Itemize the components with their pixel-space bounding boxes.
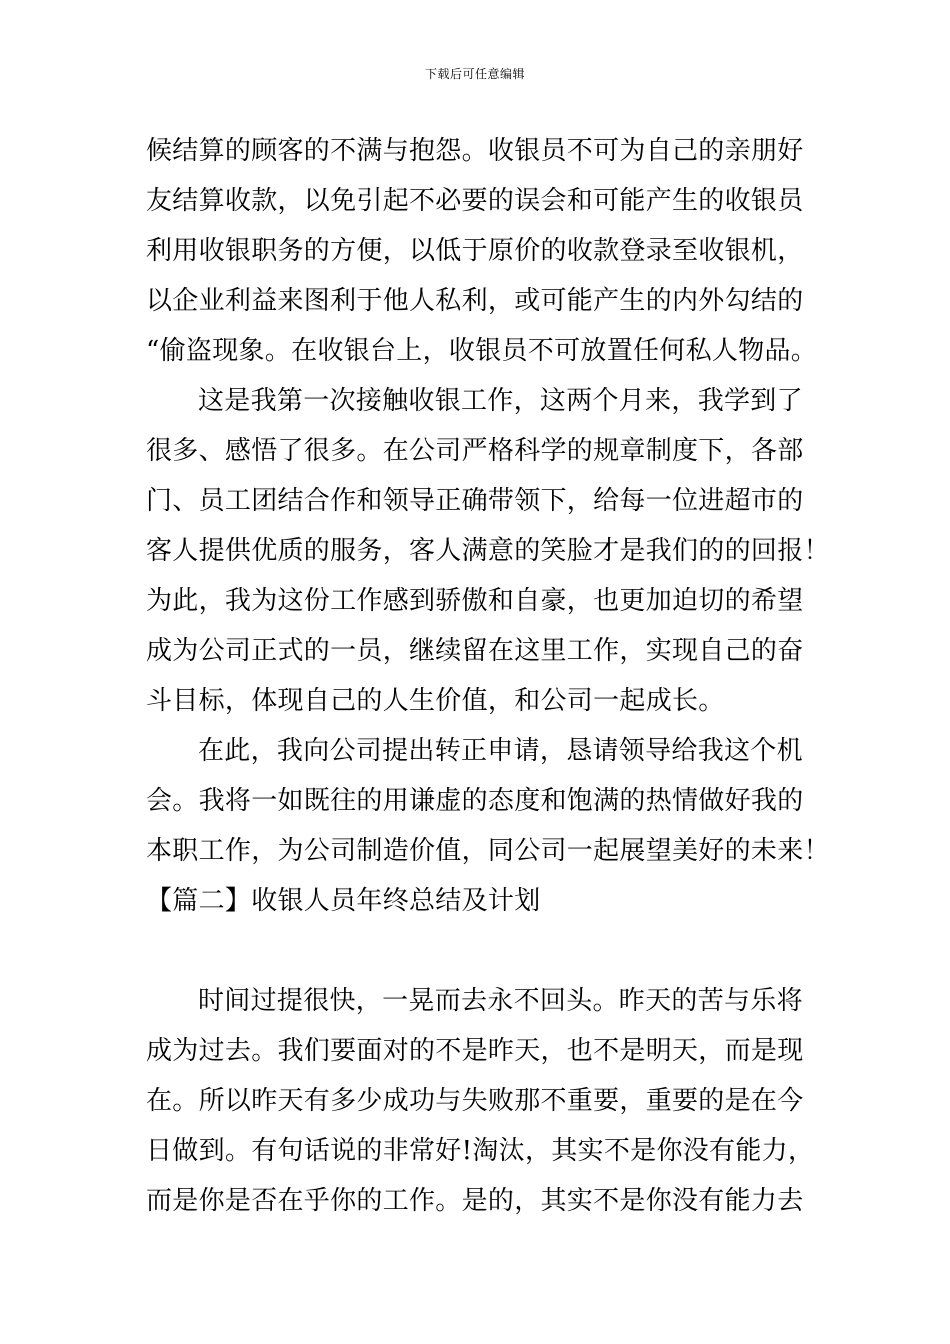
text-line: 候结算的顾客的不满与抱怨。收银员不可为自己的亲朋好 xyxy=(146,136,804,166)
text-line: 为此，我为这份工作感到骄傲和自豪，也更加迫切的希望 xyxy=(146,586,804,616)
blank-line xyxy=(146,926,808,976)
text-line: 成为公司正式的一员，继续留在这里工作，实现自己的奋 xyxy=(146,636,804,666)
text-line: 利用收银职务的方便，以低于原价的收款登录至收银机， xyxy=(146,236,804,266)
page-header: 下载后可任意编辑 xyxy=(424,67,525,81)
section-heading: 【篇二】收银人员年终总结及计划 xyxy=(146,886,541,916)
text-line: “偷盗现象。在收银台上，收银员不可放置任何私人物品。 xyxy=(146,336,818,366)
text-line: 友结算收款，以免引起不必要的误会和可能产生的收银员 xyxy=(146,186,804,216)
paragraph-first-line: 在此，我向公司提出转正申请，恳请领导给我这个机 xyxy=(198,736,803,766)
text-line: 以企业利益来图利于他人私利，或可能产生的内外勾结的 xyxy=(146,286,804,316)
text-line: 而是你是否在乎你的工作。是的，其实不是你没有能力去 xyxy=(146,1186,804,1216)
paragraph-first-line: 时间过提很快，一晃而去永不回头。昨天的苦与乐将 xyxy=(198,986,803,1016)
document-body xyxy=(146,126,830,1226)
text-line: 成为过去。我们要面对的不是昨天，也不是明天，而是现 xyxy=(146,1036,804,1066)
text-line: 斗目标，体现自己的人生价值，和公司一起成长。 xyxy=(146,686,725,716)
text-line: 本职工作，为公司制造价值，同公司一起展望美好的未来！ xyxy=(146,836,830,866)
paragraph-first-line: 这是我第一次接触收银工作，这两个月来，我学到了 xyxy=(198,386,803,416)
text-line: 会。我将一如既往的用谦虚的态度和饱满的热情做好我的 xyxy=(146,786,804,816)
text-line: 在。所以昨天有多少成功与失败那不重要，重要的是在今 xyxy=(146,1086,804,1116)
text-line: 很多、感悟了很多。在公司严格科学的规章制度下，各部 xyxy=(146,436,804,466)
text-line: 日做到。有句话说的非常好!淘汰，其实不是你没有能力， xyxy=(146,1136,815,1166)
text-line: 客人提供优质的服务，客人满意的笑脸才是我们的的回报！ xyxy=(146,536,830,566)
text-line: 门、员工团结合作和领导正确带领下，给每一位进超市的 xyxy=(146,486,804,516)
